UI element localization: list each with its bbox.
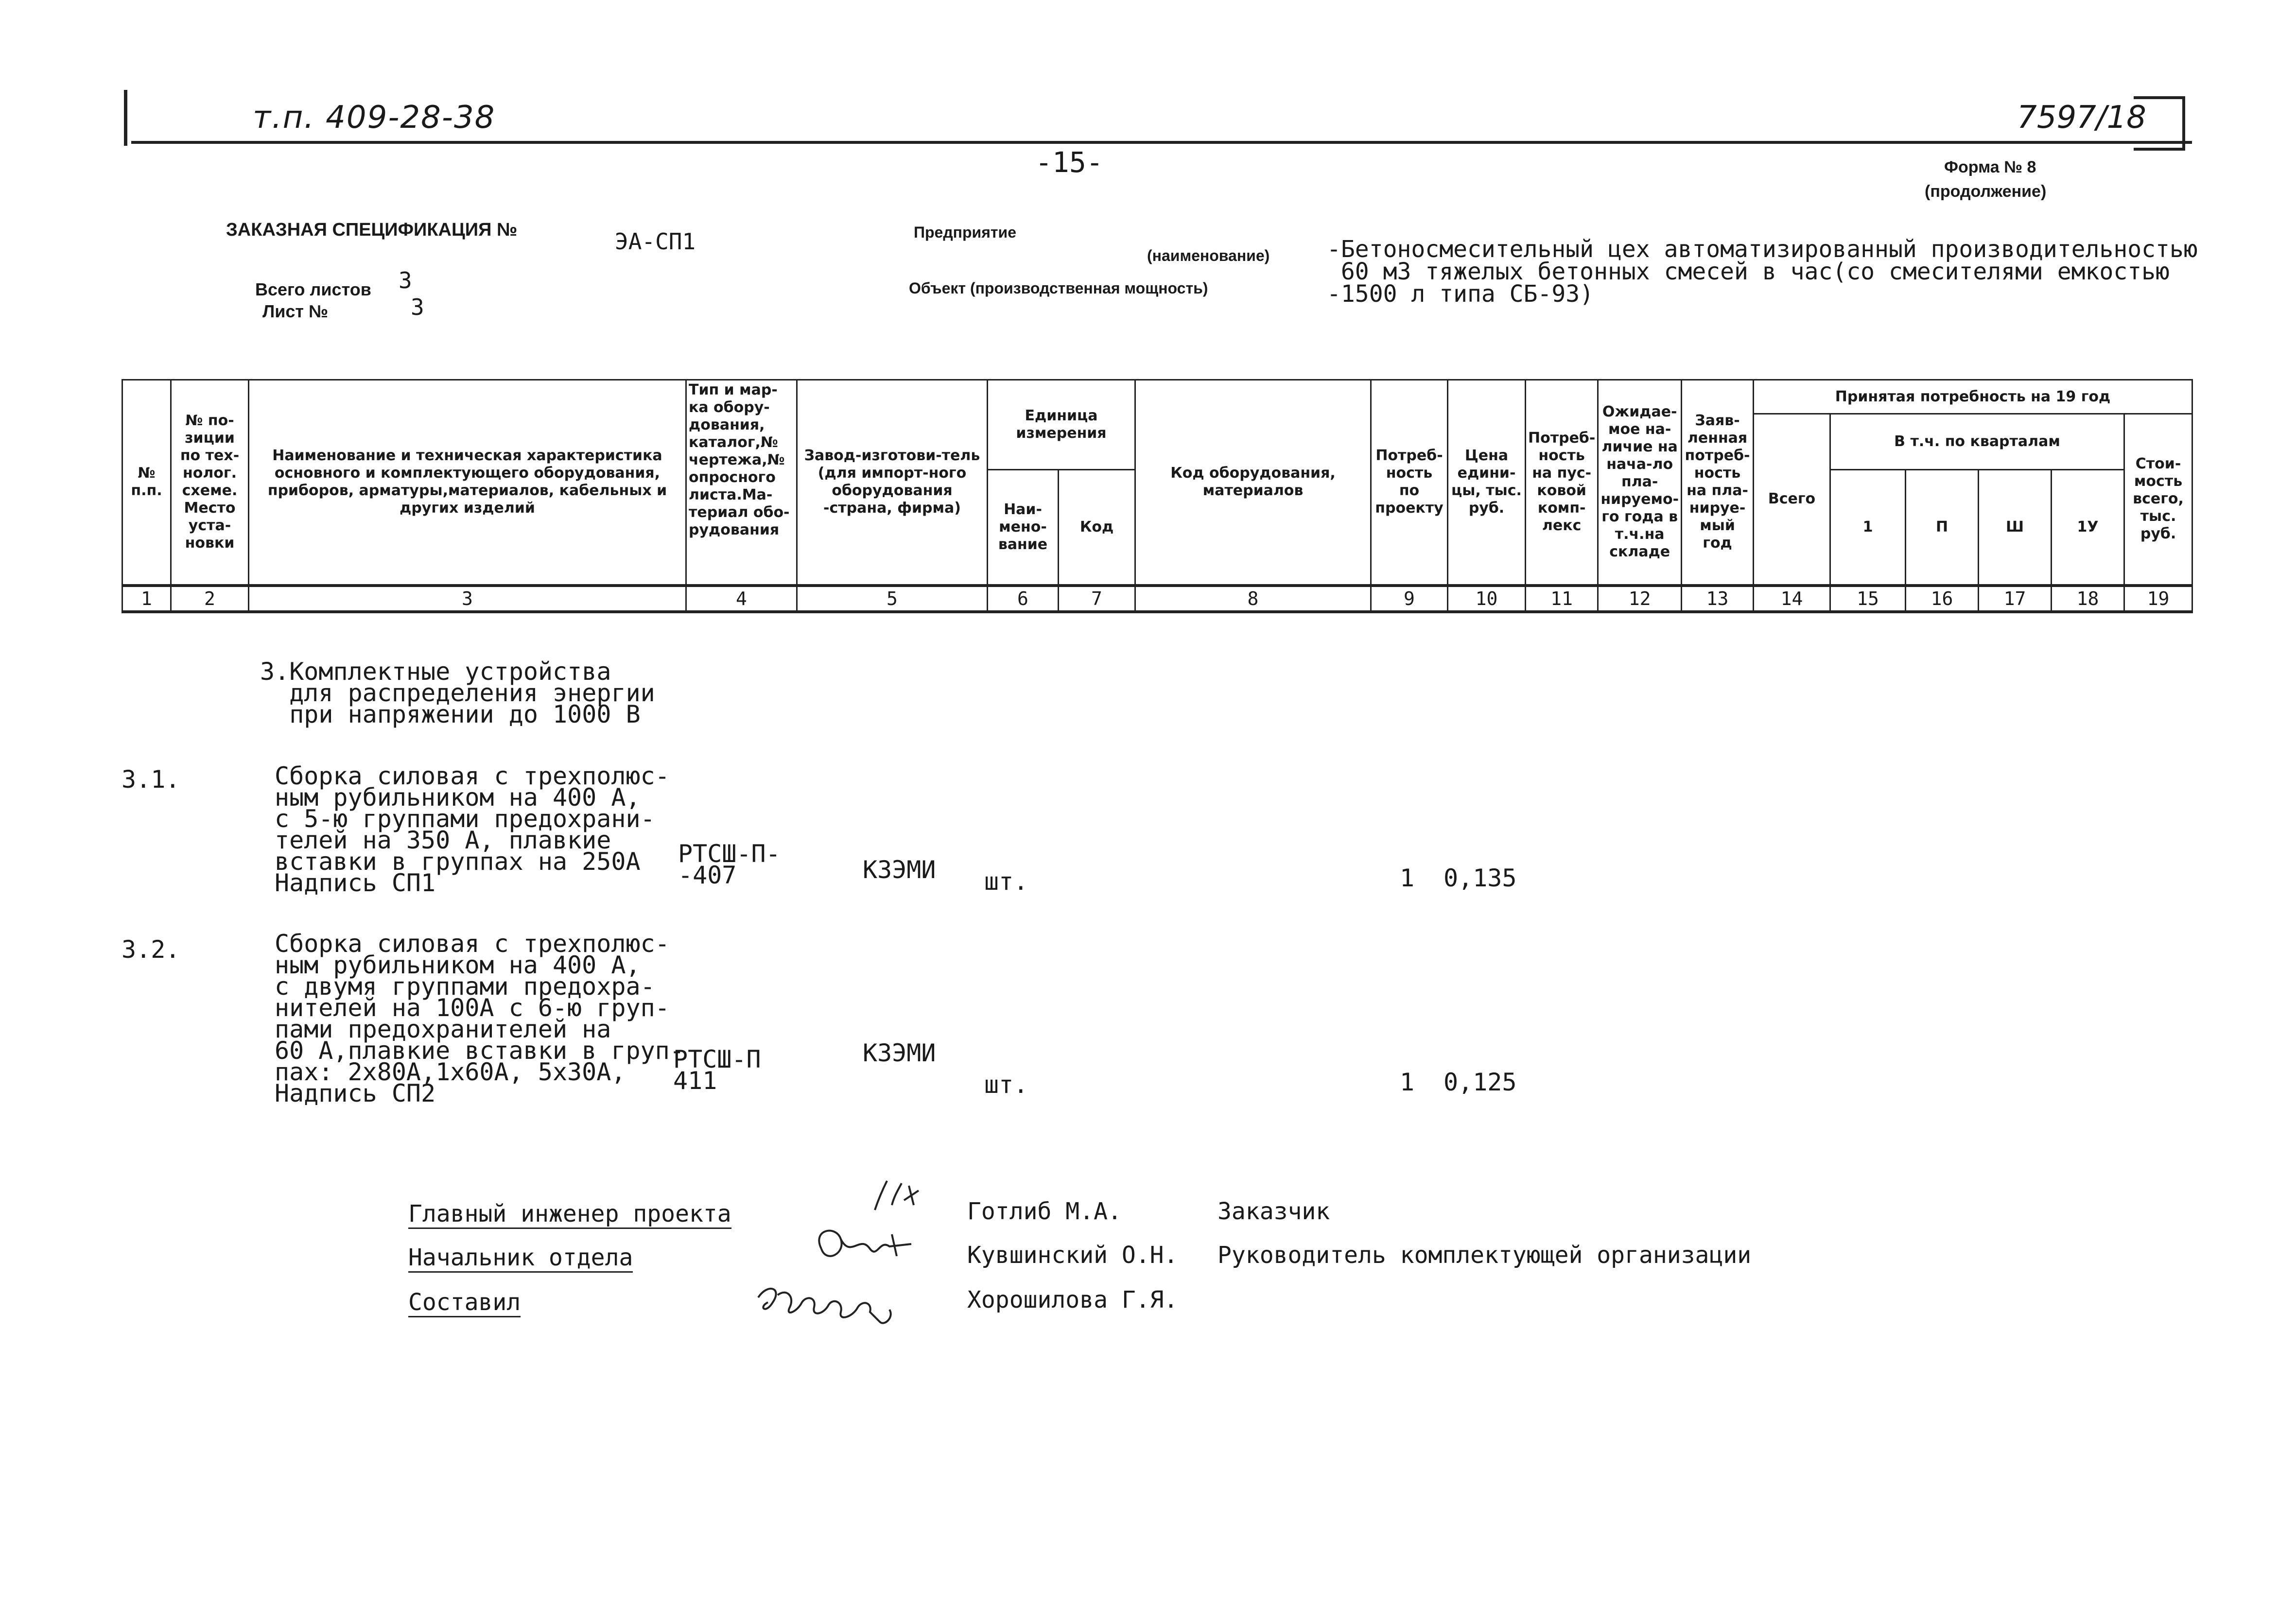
header-col-16: П xyxy=(1906,470,1979,586)
chief-engineer-name: Готлиб М.А. xyxy=(967,1198,1122,1225)
header-col-4: Тип и мар-ка обору-дования, каталог,№ чертежа,№ опросного листа.Ма-териал обо-рудования xyxy=(686,380,797,586)
compiled-name: Хорошилова Г.Я. xyxy=(967,1286,1178,1313)
col-number-14: 14 xyxy=(1754,586,1830,612)
header-col-6-7: Единица измерения xyxy=(988,380,1135,470)
header-col-18: 1У xyxy=(2052,470,2124,586)
col-number-7: 7 xyxy=(1059,586,1135,612)
page-number: -15- xyxy=(1035,146,1103,179)
spec-table xyxy=(122,379,2193,613)
col-number-18: 18 xyxy=(2052,586,2124,612)
row-1-name: Сборка силовая с трехполюс- ным рубильником на 400 А, с 5-ю группами предохрани- телей на 350 А, плавкие вставки в группах на 250А Надпись СП1 xyxy=(275,762,670,897)
header-col-8: Код оборудования, материалов xyxy=(1135,380,1371,586)
row-2-name: Сборка силовая с трехполюс- ным рубильником на 400 А, с двумя группами предохра- нителей на 100А с 6-ю груп- пами предохранителей на 60 А,плавкие вставки в груп- пах: 2х80А,1х60А, 5х30А, Надпись СП2 xyxy=(275,930,684,1107)
col-number-15: 15 xyxy=(1830,586,1906,612)
row-1-number: 3.1. xyxy=(122,765,180,794)
header-col-17: Ш xyxy=(1979,470,2052,586)
spec-title: ЗАКАЗНАЯ СПЕЦИФИКАЦИЯ № xyxy=(226,220,518,240)
col-number-13: 13 xyxy=(1682,586,1754,612)
spec-number: ЭА-СП1 xyxy=(615,228,696,255)
document-code-right: 7597/18 xyxy=(2017,100,2146,136)
enterprise-label: Предприятие xyxy=(914,224,1017,241)
chief-engineer-label: Главный инженер проекта xyxy=(408,1200,731,1229)
header-col-12: Ожидае-мое на-личие на нача-ло пла-нируемо-го года в т.ч.на складе xyxy=(1598,380,1682,586)
header-col-2: № по-зиции по тех-нолог. схеме. Место уста-новки xyxy=(171,380,249,586)
col-number-10: 10 xyxy=(1448,586,1526,612)
chief-engineer-signature-icon xyxy=(865,1176,933,1220)
col-number-19: 19 xyxy=(2124,586,2192,612)
section-title: 3.Комплектные устройства для распределения энергии при напряжении до 1000 В xyxy=(260,657,655,728)
col-number-11: 11 xyxy=(1526,586,1598,612)
dept-head-signature-icon xyxy=(807,1220,923,1273)
sheets-total-label: Всего листов xyxy=(255,279,371,299)
dept-head-label: Начальник отдела xyxy=(408,1244,633,1273)
row-2-unit: шт. xyxy=(984,1071,1028,1099)
header-rule xyxy=(131,141,2192,144)
header-col-3: Наименование и техническая характеристика основного и комплектующего оборудования, приборов, арматуры,материалов, кабельных и других изделий xyxy=(249,380,686,586)
org-head-label: Руководитель комплектующей организации xyxy=(1218,1242,1752,1269)
sheet-number-value: 3 xyxy=(411,294,424,320)
dept-head-name: Кувшинский О.Н. xyxy=(967,1242,1178,1269)
col-number-1: 1 xyxy=(122,586,171,612)
row-2-price: 0,125 xyxy=(1444,1068,1517,1096)
row-2-number: 3.2. xyxy=(122,935,180,964)
header-quarters: В т.ч. по кварталам xyxy=(1830,414,2124,470)
header-col-15: 1 xyxy=(1830,470,1906,586)
enterprise-name-label: (наименование) xyxy=(1147,247,1270,264)
object-label: Объект (производственная мощность) xyxy=(909,279,1208,297)
stamp-bracket xyxy=(2134,96,2185,151)
row-1-type: РТСШ-П- -407 xyxy=(678,840,781,889)
row-2-type: РТСШ-П 411 xyxy=(673,1045,761,1095)
row-1-unit: шт. xyxy=(984,867,1028,896)
col-number-3: 3 xyxy=(249,586,686,612)
left-margin-bar xyxy=(124,90,127,146)
col-number-2: 2 xyxy=(171,586,249,612)
col-number-5: 5 xyxy=(797,586,988,612)
header-accepted: Принятая потребность на 19 год xyxy=(1754,380,2192,414)
header-col-19: Стои-мость всего, тыс. руб. xyxy=(2124,414,2192,586)
col-number-4: 4 xyxy=(686,586,797,612)
header-col-1: № п.п. xyxy=(122,380,171,586)
col-number-9: 9 xyxy=(1371,586,1448,612)
sheets-total-value: 3 xyxy=(399,267,412,294)
sheet-number-label: Лист № xyxy=(262,301,329,321)
compiled-signature-icon xyxy=(748,1268,909,1331)
col-number-17: 17 xyxy=(1979,586,2052,612)
header-col-9: Потреб-ность по проекту xyxy=(1371,380,1448,586)
col-number-12: 12 xyxy=(1598,586,1682,612)
customer-label: Заказчик xyxy=(1218,1198,1330,1225)
col-number-8: 8 xyxy=(1135,586,1371,612)
row-1-maker: КЗЭМИ xyxy=(863,856,936,884)
col-number-16: 16 xyxy=(1906,586,1979,612)
row-1-qty: 1 xyxy=(1400,864,1415,892)
header-col-13: Заяв-ленная потреб-ность на пла-нируе-мый год xyxy=(1682,380,1754,586)
object-description: -Бетоносмесительный цех автоматизированный производительностью 60 м3 тяжелых бетонных смесей в час(со смесителями емкостью -1500 л типа СБ-93) xyxy=(1327,236,2198,308)
row-2-qty: 1 xyxy=(1400,1068,1415,1096)
form-label: Форма № 8 xyxy=(1944,158,2036,176)
row-2-maker: КЗЭМИ xyxy=(863,1039,936,1067)
col-number-6: 6 xyxy=(988,586,1059,612)
header-col-6: Наи-мено-вание xyxy=(988,470,1059,586)
header-col-7: Код xyxy=(1059,470,1135,586)
document-code-left: т.п. 409-28-38 xyxy=(253,100,496,136)
compiled-label: Составил xyxy=(408,1289,521,1317)
header-col-11: Потреб-ность на пус-ковой комп-лекс xyxy=(1526,380,1598,586)
form-sublabel: (продолжение) xyxy=(1925,182,2047,201)
row-1-price: 0,135 xyxy=(1444,864,1517,892)
header-col-10: Цена едини-цы, тыс. руб. xyxy=(1448,380,1526,586)
header-col-14: Всего xyxy=(1754,414,1830,586)
header-col-5: Завод-изготови-тель (для импорт-ного оборудования -страна, фирма) xyxy=(797,380,988,586)
